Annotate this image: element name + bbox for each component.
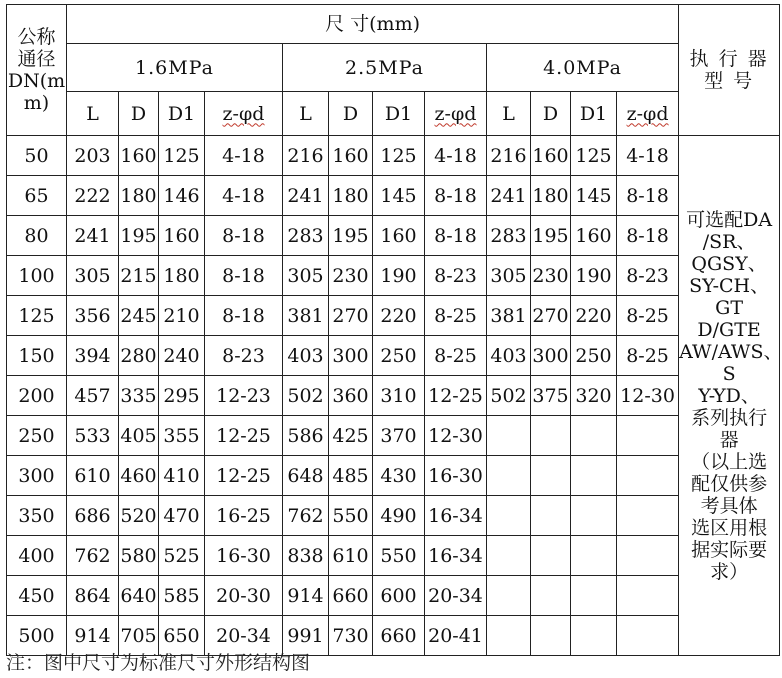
value-cell: 8-25	[617, 336, 679, 376]
sub-header-d1: D1	[159, 92, 205, 136]
value-cell	[487, 616, 531, 656]
value-cell: 12-30	[425, 416, 487, 456]
value-cell: 300	[329, 336, 373, 376]
sub-header-bolt-spec: z-φd	[425, 92, 487, 136]
value-cell: 660	[373, 616, 425, 656]
value-cell: 8-18	[205, 216, 283, 256]
value-cell: 991	[283, 616, 329, 656]
dn-cell: 300	[7, 456, 67, 496]
value-cell: 4-18	[205, 136, 283, 176]
value-cell	[487, 576, 531, 616]
value-cell: 190	[571, 256, 617, 296]
value-cell: 20-34	[205, 616, 283, 656]
sub-header-d: D	[531, 92, 571, 136]
value-cell: 305	[487, 256, 531, 296]
sub-header-d: D	[329, 92, 373, 136]
value-cell	[531, 456, 571, 496]
value-cell: 8-23	[205, 336, 283, 376]
dn-cell: 50	[7, 136, 67, 176]
value-cell: 190	[373, 256, 425, 296]
value-cell: 280	[119, 336, 159, 376]
value-cell: 160	[329, 136, 373, 176]
value-cell	[487, 536, 531, 576]
pressure-header-2.5mpa: 2.5MPa	[283, 44, 487, 92]
table-row	[7, 576, 780, 616]
dn-cell: 450	[7, 576, 67, 616]
dn-header: 公称 通径 DN(m m)	[7, 5, 67, 136]
value-cell: 180	[329, 176, 373, 216]
value-cell: 502	[283, 376, 329, 416]
dn-cell: 80	[7, 216, 67, 256]
value-cell: 650	[159, 616, 205, 656]
value-cell: 240	[159, 336, 205, 376]
value-cell	[571, 456, 617, 496]
value-cell: 502	[487, 376, 531, 416]
value-cell: 762	[67, 536, 119, 576]
value-cell: 355	[159, 416, 205, 456]
value-cell: 550	[329, 496, 373, 536]
size-header: 尺 寸(mm)	[67, 5, 679, 44]
value-cell	[571, 496, 617, 536]
value-cell: 360	[329, 376, 373, 416]
value-cell: 16-30	[425, 456, 487, 496]
value-cell: 230	[531, 256, 571, 296]
table-row	[7, 296, 780, 336]
value-cell: 146	[159, 176, 205, 216]
dn-cell: 125	[7, 296, 67, 336]
value-cell: 310	[373, 376, 425, 416]
sub-header-bolt-spec: z-φd	[617, 92, 679, 136]
actuator-header: 执 行 器 型 号	[679, 5, 780, 136]
value-cell	[571, 576, 617, 616]
value-cell: 283	[283, 216, 329, 256]
actuator-note-line: 求）	[710, 560, 749, 583]
value-cell: 12-23	[205, 376, 283, 416]
value-cell: 8-23	[617, 256, 679, 296]
actuator-note-line: 可选配DA	[686, 208, 773, 231]
value-cell: 241	[67, 216, 119, 256]
value-cell: 320	[571, 376, 617, 416]
dn-cell: 150	[7, 336, 67, 376]
value-cell: 283	[487, 216, 531, 256]
dn-cell: 500	[7, 616, 67, 656]
value-cell: 125	[571, 136, 617, 176]
table-row	[7, 176, 780, 216]
value-cell: 145	[373, 176, 425, 216]
value-cell: 295	[159, 376, 205, 416]
value-cell: 16-34	[425, 536, 487, 576]
actuator-note-line: 考具体	[700, 494, 758, 517]
value-cell: 20-34	[425, 576, 487, 616]
value-cell: 180	[531, 176, 571, 216]
value-cell: 485	[329, 456, 373, 496]
value-cell: 370	[373, 416, 425, 456]
sub-header-l: L	[487, 92, 531, 136]
value-cell: 864	[67, 576, 119, 616]
table-row	[7, 496, 780, 536]
actuator-note-line: （以上选	[691, 450, 768, 473]
value-cell	[617, 616, 679, 656]
value-cell: 305	[283, 256, 329, 296]
value-cell: 8-18	[205, 296, 283, 336]
value-cell	[571, 416, 617, 456]
value-cell: 525	[159, 536, 205, 576]
sub-header-d1: D1	[373, 92, 425, 136]
value-cell: 8-18	[617, 176, 679, 216]
actuator-note-line: SY-CH、GT	[689, 274, 770, 319]
value-cell: 490	[373, 496, 425, 536]
sub-header-d: D	[119, 92, 159, 136]
value-cell: 430	[373, 456, 425, 496]
value-cell: 16-34	[425, 496, 487, 536]
value-cell: 12-30	[617, 376, 679, 416]
value-cell: 220	[373, 296, 425, 336]
table-row	[7, 456, 780, 496]
value-cell: 610	[329, 536, 373, 576]
value-cell: 160	[373, 216, 425, 256]
actuator-note-line: 据实际要	[691, 538, 768, 561]
value-cell: 585	[159, 576, 205, 616]
pressure-header-1.6mpa: 1.6MPa	[67, 44, 283, 92]
dn-cell: 200	[7, 376, 67, 416]
value-cell: 250	[373, 336, 425, 376]
value-cell: 250	[571, 336, 617, 376]
value-cell: 4-18	[205, 176, 283, 216]
value-cell: 520	[119, 496, 159, 536]
value-cell	[531, 616, 571, 656]
value-cell	[571, 616, 617, 656]
value-cell: 20-30	[205, 576, 283, 616]
value-cell: 705	[119, 616, 159, 656]
value-cell: 245	[119, 296, 159, 336]
value-cell: 457	[67, 376, 119, 416]
value-cell: 356	[67, 296, 119, 336]
value-cell: 586	[283, 416, 329, 456]
value-cell: 8-25	[425, 336, 487, 376]
actuator-note	[679, 136, 780, 656]
table-row	[7, 416, 780, 456]
value-cell: 838	[283, 536, 329, 576]
table-row	[7, 536, 780, 576]
value-cell: 305	[67, 256, 119, 296]
value-cell: 220	[571, 296, 617, 336]
value-cell: 241	[487, 176, 531, 216]
value-cell: 686	[67, 496, 119, 536]
value-cell	[531, 416, 571, 456]
table-row	[7, 256, 780, 296]
value-cell: 580	[119, 536, 159, 576]
value-cell	[531, 496, 571, 536]
table-row	[7, 376, 780, 416]
value-cell: 460	[119, 456, 159, 496]
dn-cell: 350	[7, 496, 67, 536]
value-cell: 210	[159, 296, 205, 336]
value-cell: 216	[487, 136, 531, 176]
actuator-note-line: 配仅供参	[691, 472, 768, 495]
value-cell: 914	[283, 576, 329, 616]
value-cell: 12-25	[425, 376, 487, 416]
footer-note: 注：图中尺寸为标准尺寸外形结构图	[6, 652, 311, 674]
sub-header-d1: D1	[571, 92, 617, 136]
value-cell	[617, 416, 679, 456]
value-cell: 160	[159, 216, 205, 256]
value-cell: 8-18	[205, 256, 283, 296]
value-cell: 410	[159, 456, 205, 496]
value-cell: 8-25	[617, 296, 679, 336]
value-cell: 425	[329, 416, 373, 456]
value-cell: 660	[329, 576, 373, 616]
value-cell	[487, 496, 531, 536]
value-cell: 335	[119, 376, 159, 416]
value-cell: 195	[329, 216, 373, 256]
value-cell: 125	[373, 136, 425, 176]
value-cell: 16-25	[205, 496, 283, 536]
table-row	[7, 136, 780, 176]
value-cell: 640	[119, 576, 159, 616]
value-cell: 125	[159, 136, 205, 176]
dn-cell: 100	[7, 256, 67, 296]
pressure-header-4.0mpa: 4.0MPa	[487, 44, 679, 92]
actuator-note-line: Y-YD、	[698, 384, 760, 407]
value-cell: 648	[283, 456, 329, 496]
value-cell: 610	[67, 456, 119, 496]
value-cell: 8-23	[425, 256, 487, 296]
actuator-note-line: /SR、QGSY、	[691, 230, 767, 275]
actuator-note-line: 系列执行	[691, 406, 768, 429]
value-cell: 8-18	[617, 216, 679, 256]
value-cell: 730	[329, 616, 373, 656]
value-cell: 8-18	[425, 176, 487, 216]
value-cell	[487, 416, 531, 456]
sub-header-bolt-spec: z-φd	[205, 92, 283, 136]
value-cell: 270	[329, 296, 373, 336]
value-cell: 230	[329, 256, 373, 296]
value-cell: 12-25	[205, 416, 283, 456]
dimension-table	[6, 4, 780, 656]
value-cell: 216	[283, 136, 329, 176]
value-cell	[487, 456, 531, 496]
value-cell: 160	[531, 136, 571, 176]
value-cell: 145	[571, 176, 617, 216]
value-cell: 403	[283, 336, 329, 376]
value-cell: 16-30	[205, 536, 283, 576]
value-cell: 8-25	[425, 296, 487, 336]
value-cell: 394	[67, 336, 119, 376]
value-cell	[617, 496, 679, 536]
value-cell	[617, 456, 679, 496]
value-cell: 180	[119, 176, 159, 216]
value-cell: 195	[119, 216, 159, 256]
value-cell: 215	[119, 256, 159, 296]
value-cell	[571, 536, 617, 576]
actuator-note-line: 器	[719, 428, 739, 451]
value-cell: 241	[283, 176, 329, 216]
value-cell	[617, 576, 679, 616]
value-cell	[531, 576, 571, 616]
value-cell: 12-25	[205, 456, 283, 496]
table-row	[7, 336, 780, 376]
value-cell: 20-41	[425, 616, 487, 656]
value-cell: 300	[531, 336, 571, 376]
value-cell: 4-18	[425, 136, 487, 176]
value-cell: 470	[159, 496, 205, 536]
dn-cell: 400	[7, 536, 67, 576]
value-cell	[531, 536, 571, 576]
value-cell: 381	[487, 296, 531, 336]
value-cell: 762	[283, 496, 329, 536]
value-cell: 375	[531, 376, 571, 416]
sub-header-l: L	[67, 92, 119, 136]
value-cell: 195	[531, 216, 571, 256]
value-cell: 533	[67, 416, 119, 456]
value-cell: 403	[487, 336, 531, 376]
value-cell: 914	[67, 616, 119, 656]
value-cell: 405	[119, 416, 159, 456]
value-cell: 222	[67, 176, 119, 216]
table-row	[7, 216, 780, 256]
actuator-note-line: D/GTE	[697, 318, 761, 341]
actuator-note-line: AW/AWS、S	[679, 340, 782, 385]
value-cell: 8-18	[425, 216, 487, 256]
actuator-note-line: 选区用根	[691, 516, 768, 539]
value-cell: 550	[373, 536, 425, 576]
value-cell: 180	[159, 256, 205, 296]
dn-cell: 65	[7, 176, 67, 216]
value-cell: 381	[283, 296, 329, 336]
sub-header-l: L	[283, 92, 329, 136]
value-cell: 270	[531, 296, 571, 336]
dn-cell: 250	[7, 416, 67, 456]
value-cell: 600	[373, 576, 425, 616]
value-cell	[617, 536, 679, 576]
value-cell: 160	[119, 136, 159, 176]
value-cell: 4-18	[617, 136, 679, 176]
value-cell: 160	[571, 216, 617, 256]
value-cell: 203	[67, 136, 119, 176]
